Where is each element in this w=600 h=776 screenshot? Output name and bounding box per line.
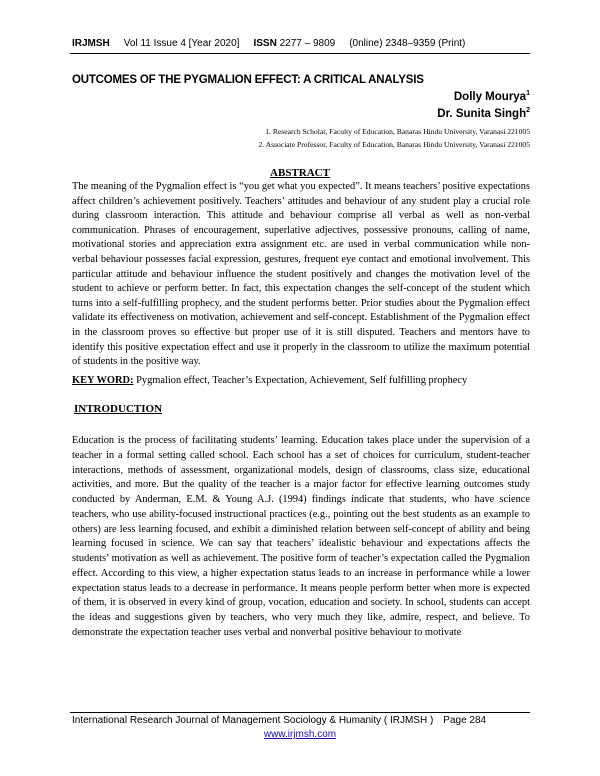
author-1-sup: 1	[526, 90, 530, 98]
author-1-name: Dolly Mourya	[453, 91, 527, 103]
introduction-text: Education is the process of facilitating students’ learning. Education takes place under the supervision of a teacher in a formal setting called school. Each school has a set of choices for curriculum, student-teacher interactions, methods of assessment, organizational models, design of classrooms, class size, educational activities, and more. But the quality of the teacher is a major factor for effective learning outcomes study conducted by Anderman, E.M. & Young A.J. (1994) findings indicate that students, who have science teachers, who use ability-focused instructional practices (e.g., pointing out the best students as an example to others) are less learning focused, and exhibit a diminished relation between self-concept of ability and being learning focused in science. We can say that teachers’ idealistic behaviour and expectations affects the students’ motivation as well as achievement. The positive form of teacher’s expectation called the Pygmalion effect. According to this view, a higher expectation status leads to an increase in performance while a lower expectation status leads to a decrease in performance. It means people perform better when more is expected of them, it is observed in every kind of group, vocation, education and society. In school, students can accept the ideas and suggestions given by teachers, who very much they like, admire, respect, and believe. To demonstrate the expectation teacher uses verbal and nonverbal positive behaviour to motivate	[72, 435, 530, 638]
running-header	[72, 38, 465, 49]
journal-link[interactable]: www.irjmsh.com	[263, 729, 337, 740]
affiliation-2: 2. Associate Professor, Faculty of Education, Banaras Hindu University, Varanasi 221005	[258, 140, 530, 149]
introduction-heading: INTRODUCTION	[74, 403, 163, 415]
keywords: KEY WORD: Pygmalion effect, Teacher’s Expectation, Achievement, Self fulfilling prophecy	[72, 375, 468, 386]
author-2-sup: 2	[526, 107, 530, 115]
author-1	[454, 91, 530, 103]
author-2	[437, 108, 530, 120]
online-issn: (0nline) 2348–9359 (Print)	[349, 38, 466, 49]
paper-title: OUTCOMES OF THE PYGMALION EFFECT: A CRITICAL ANALYSIS	[72, 74, 424, 86]
journal-url-line	[0, 729, 600, 740]
abstract-heading: ABSTRACT	[270, 167, 330, 179]
issn-label: ISSN	[253, 38, 277, 49]
footer-divider	[70, 712, 530, 713]
issn-number: 2277 – 9809	[279, 38, 336, 49]
abstract-text: The meaning of the Pygmalion effect is “you get what you expected”. It means teachers’ positive expectations affect children’s achievement positively. Teachers’ attitudes and behaviour of any student play a crucial role during classroom interaction. This attitude and behaviour comprise all verbal as well as non-verbal communication. Phrases of encouragement, superlative adjectives, possessive pronouns, calling of name, motivational stories and appreciation extra assignment etc. are used in verbal communication while non-verbal behaviour possesses facial expression, gestures, frequent eye contact and emotional involvement. This particular attitude and behaviour influence the student positively and changes the motivation level of the student to achieve or perform better. In fact, this expectation changes the self-concept of the student which turns into a self-fulfilling prophecy, and the student performs better. Prior studies about the Pygmalion effect validate its effectiveness on motivation, achievement and self-concept. Establishment of the Pygmalion effect in the classroom proves so effective but proper use of it is still disputed. Teachers and mentors have to identify this positive expectation effect and use it properly in the classroom to utilize the maximum potential of students in the positive way.	[72, 181, 530, 368]
keywords-text: Pygmalion effect, Teacher’s Expectation, Achievement, Self fulfilling prophecy	[136, 375, 468, 386]
volume-info: Vol 11 Issue 4 [Year 2020]	[123, 38, 240, 49]
header-divider	[70, 53, 530, 54]
keywords-label: KEY WORD	[72, 375, 131, 386]
journal-abbrev: IRJMSH	[72, 38, 110, 49]
author-2-name: Dr. Sunita Singh	[437, 108, 527, 120]
running-footer	[72, 715, 486, 726]
affiliation-1: 1. Research Scholar, Faculty of Education, Banaras Hindu University, Varanasi 221005	[265, 127, 530, 136]
footer-journal: International Research Journal of Management Sociology & Humanity ( IRJMSH )	[72, 715, 434, 726]
page-number: Page 284	[443, 715, 487, 726]
